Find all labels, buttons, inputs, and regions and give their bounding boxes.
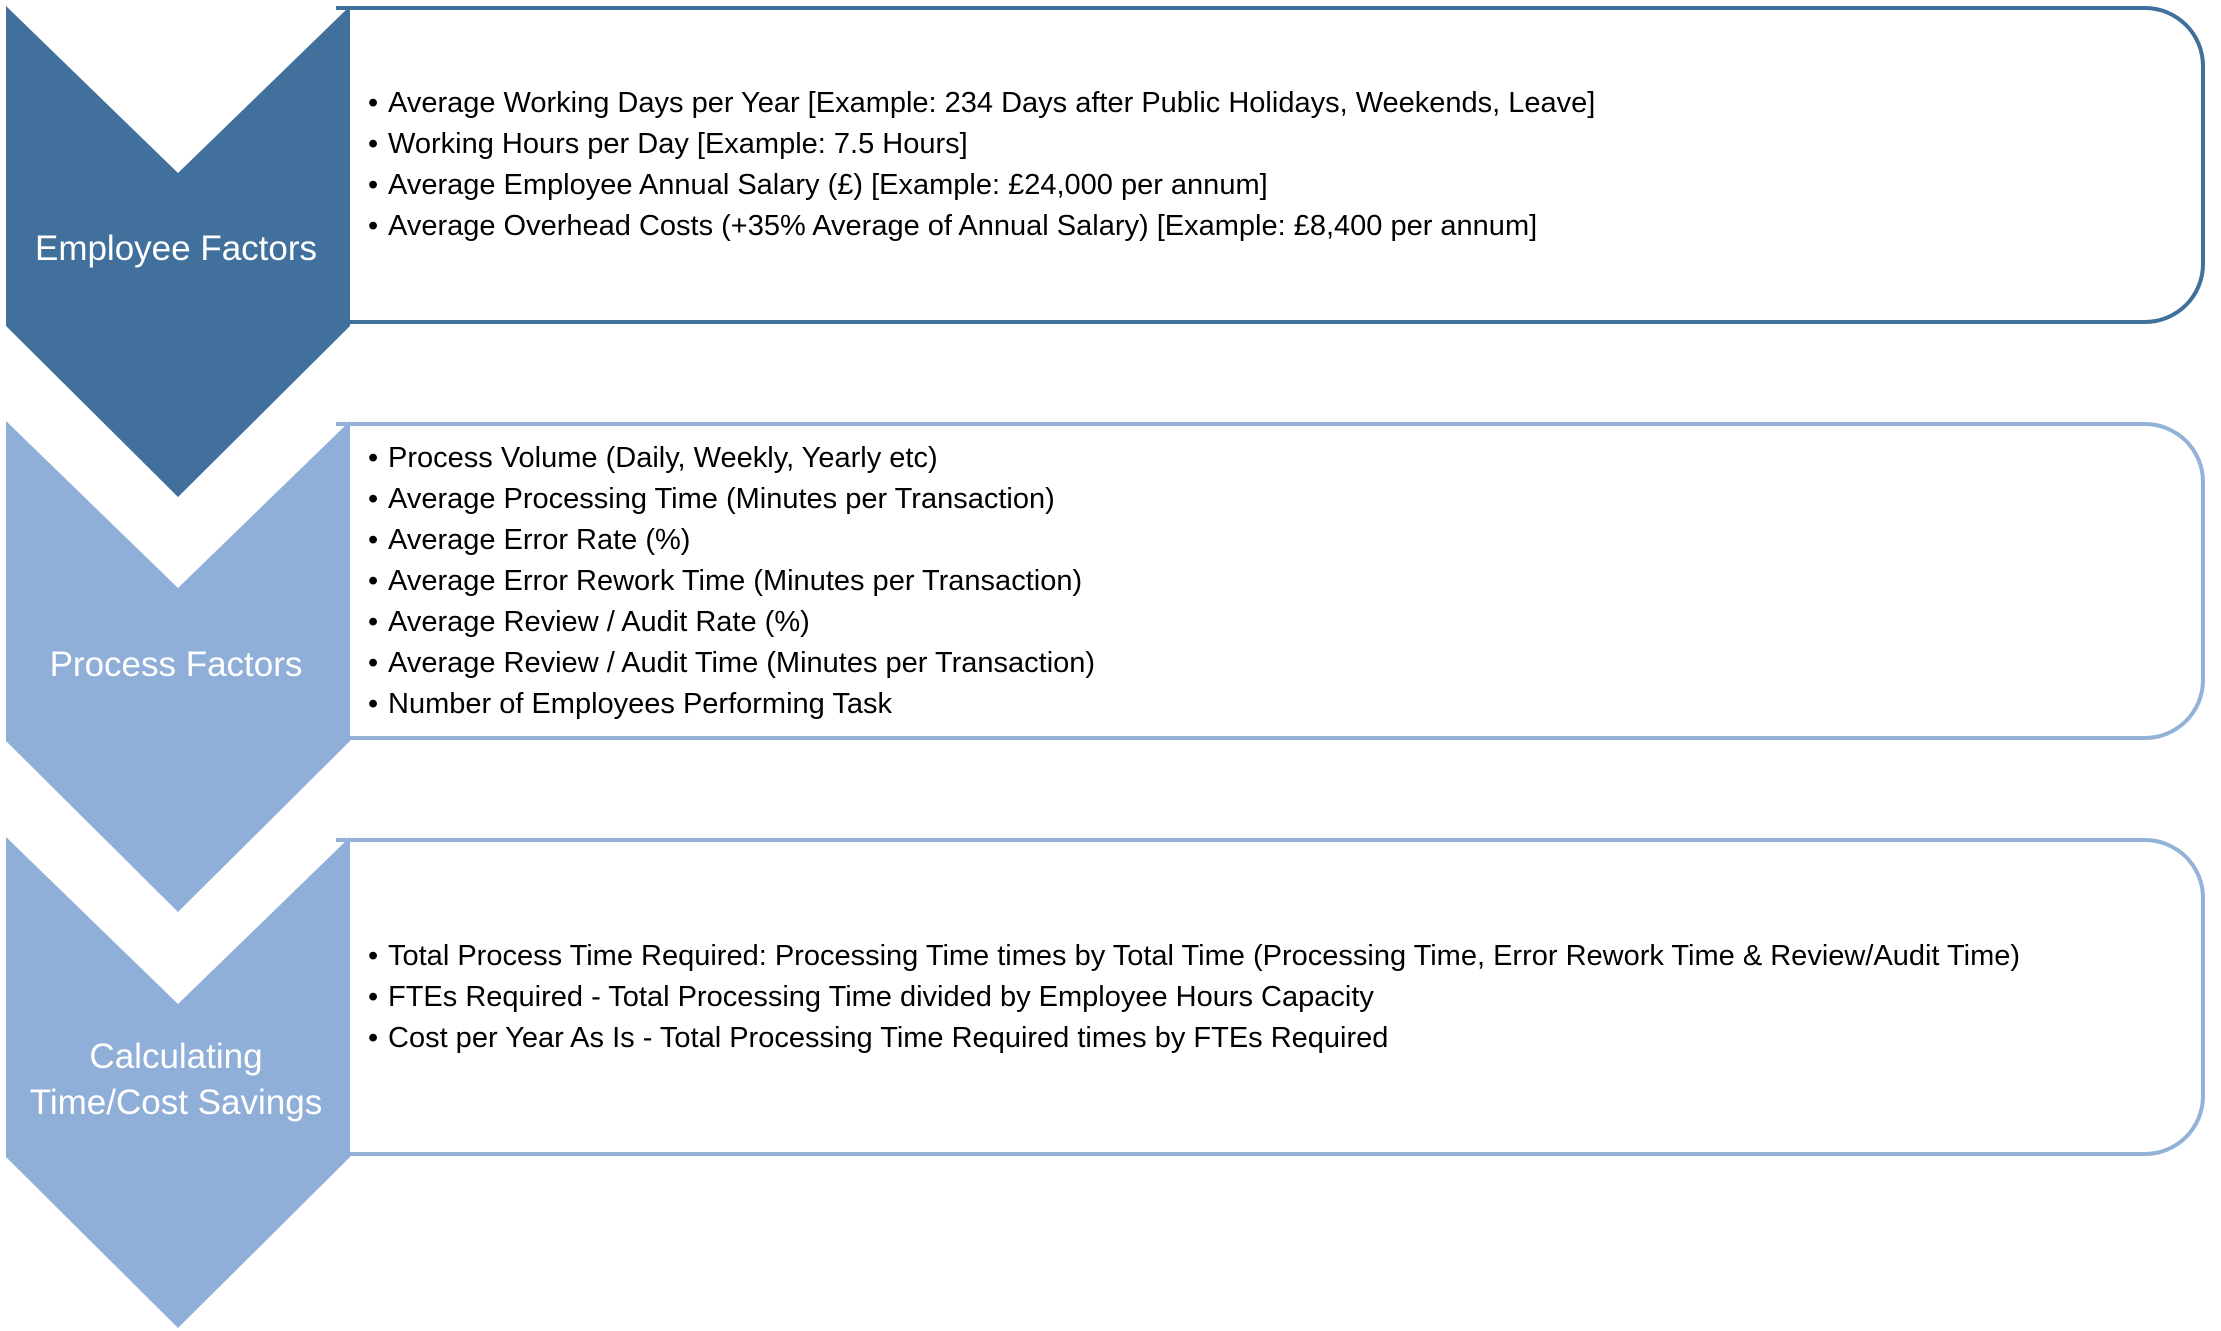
stage-box [336,6,2205,324]
list-item: • Average Error Rework Time (Minutes per Transaction) [368,564,1083,597]
list-item: • Average Review / Audit Rate (%) [368,605,810,638]
list-item: • FTEs Required - Total Processing Time divided by Employee Hours Capacity [368,980,1374,1013]
stage-label [0,1034,352,1126]
chevron-arrow [0,831,352,1331]
stage-box [336,838,2205,1156]
list-item: • Cost per Year As Is - Total Processing Time Required times by FTEs Required [368,1021,1389,1054]
factor-list [368,83,2201,247]
stage-box [336,422,2205,740]
list-item: • Number of Employees Performing Task [368,687,892,720]
list-item: • Average Processing Time (Minutes per Transaction) [368,482,1055,515]
stage-label: Employee Factors [34,229,318,268]
list-item: • Average Employee Annual Salary (£) [Example: £24,000 per annum] [368,169,1268,201]
factor-list [368,438,2201,725]
list-item: • Working Hours per Day [Example: 7.5 Hours] [368,128,968,160]
list-item: • Total Process Time Required: Processing Time times by Total Time (Processing Time, Error Rework Time & Review/Audit Time) [368,939,2021,972]
stage-label: Process Factors [49,645,303,684]
list-item: • Average Error Rate (%) [368,523,691,556]
list-item: • Average Overhead Costs (+35% Average of Annual Salary) [Example: £8,400 per annum] [368,210,1538,242]
list-item: • Process Volume (Daily, Weekly, Yearly etc) [368,441,938,474]
list-item: • Average Working Days per Year [Example: 234 Days after Public Holidays, Weekends, Leave] [368,87,1596,119]
list-item: • Average Review / Audit Time (Minutes per Transaction) [368,646,1096,679]
stage-label-line: Calculating [89,1037,263,1076]
stage-label-line: Time/Cost Savings [29,1083,323,1122]
factor-list [368,936,2201,1059]
